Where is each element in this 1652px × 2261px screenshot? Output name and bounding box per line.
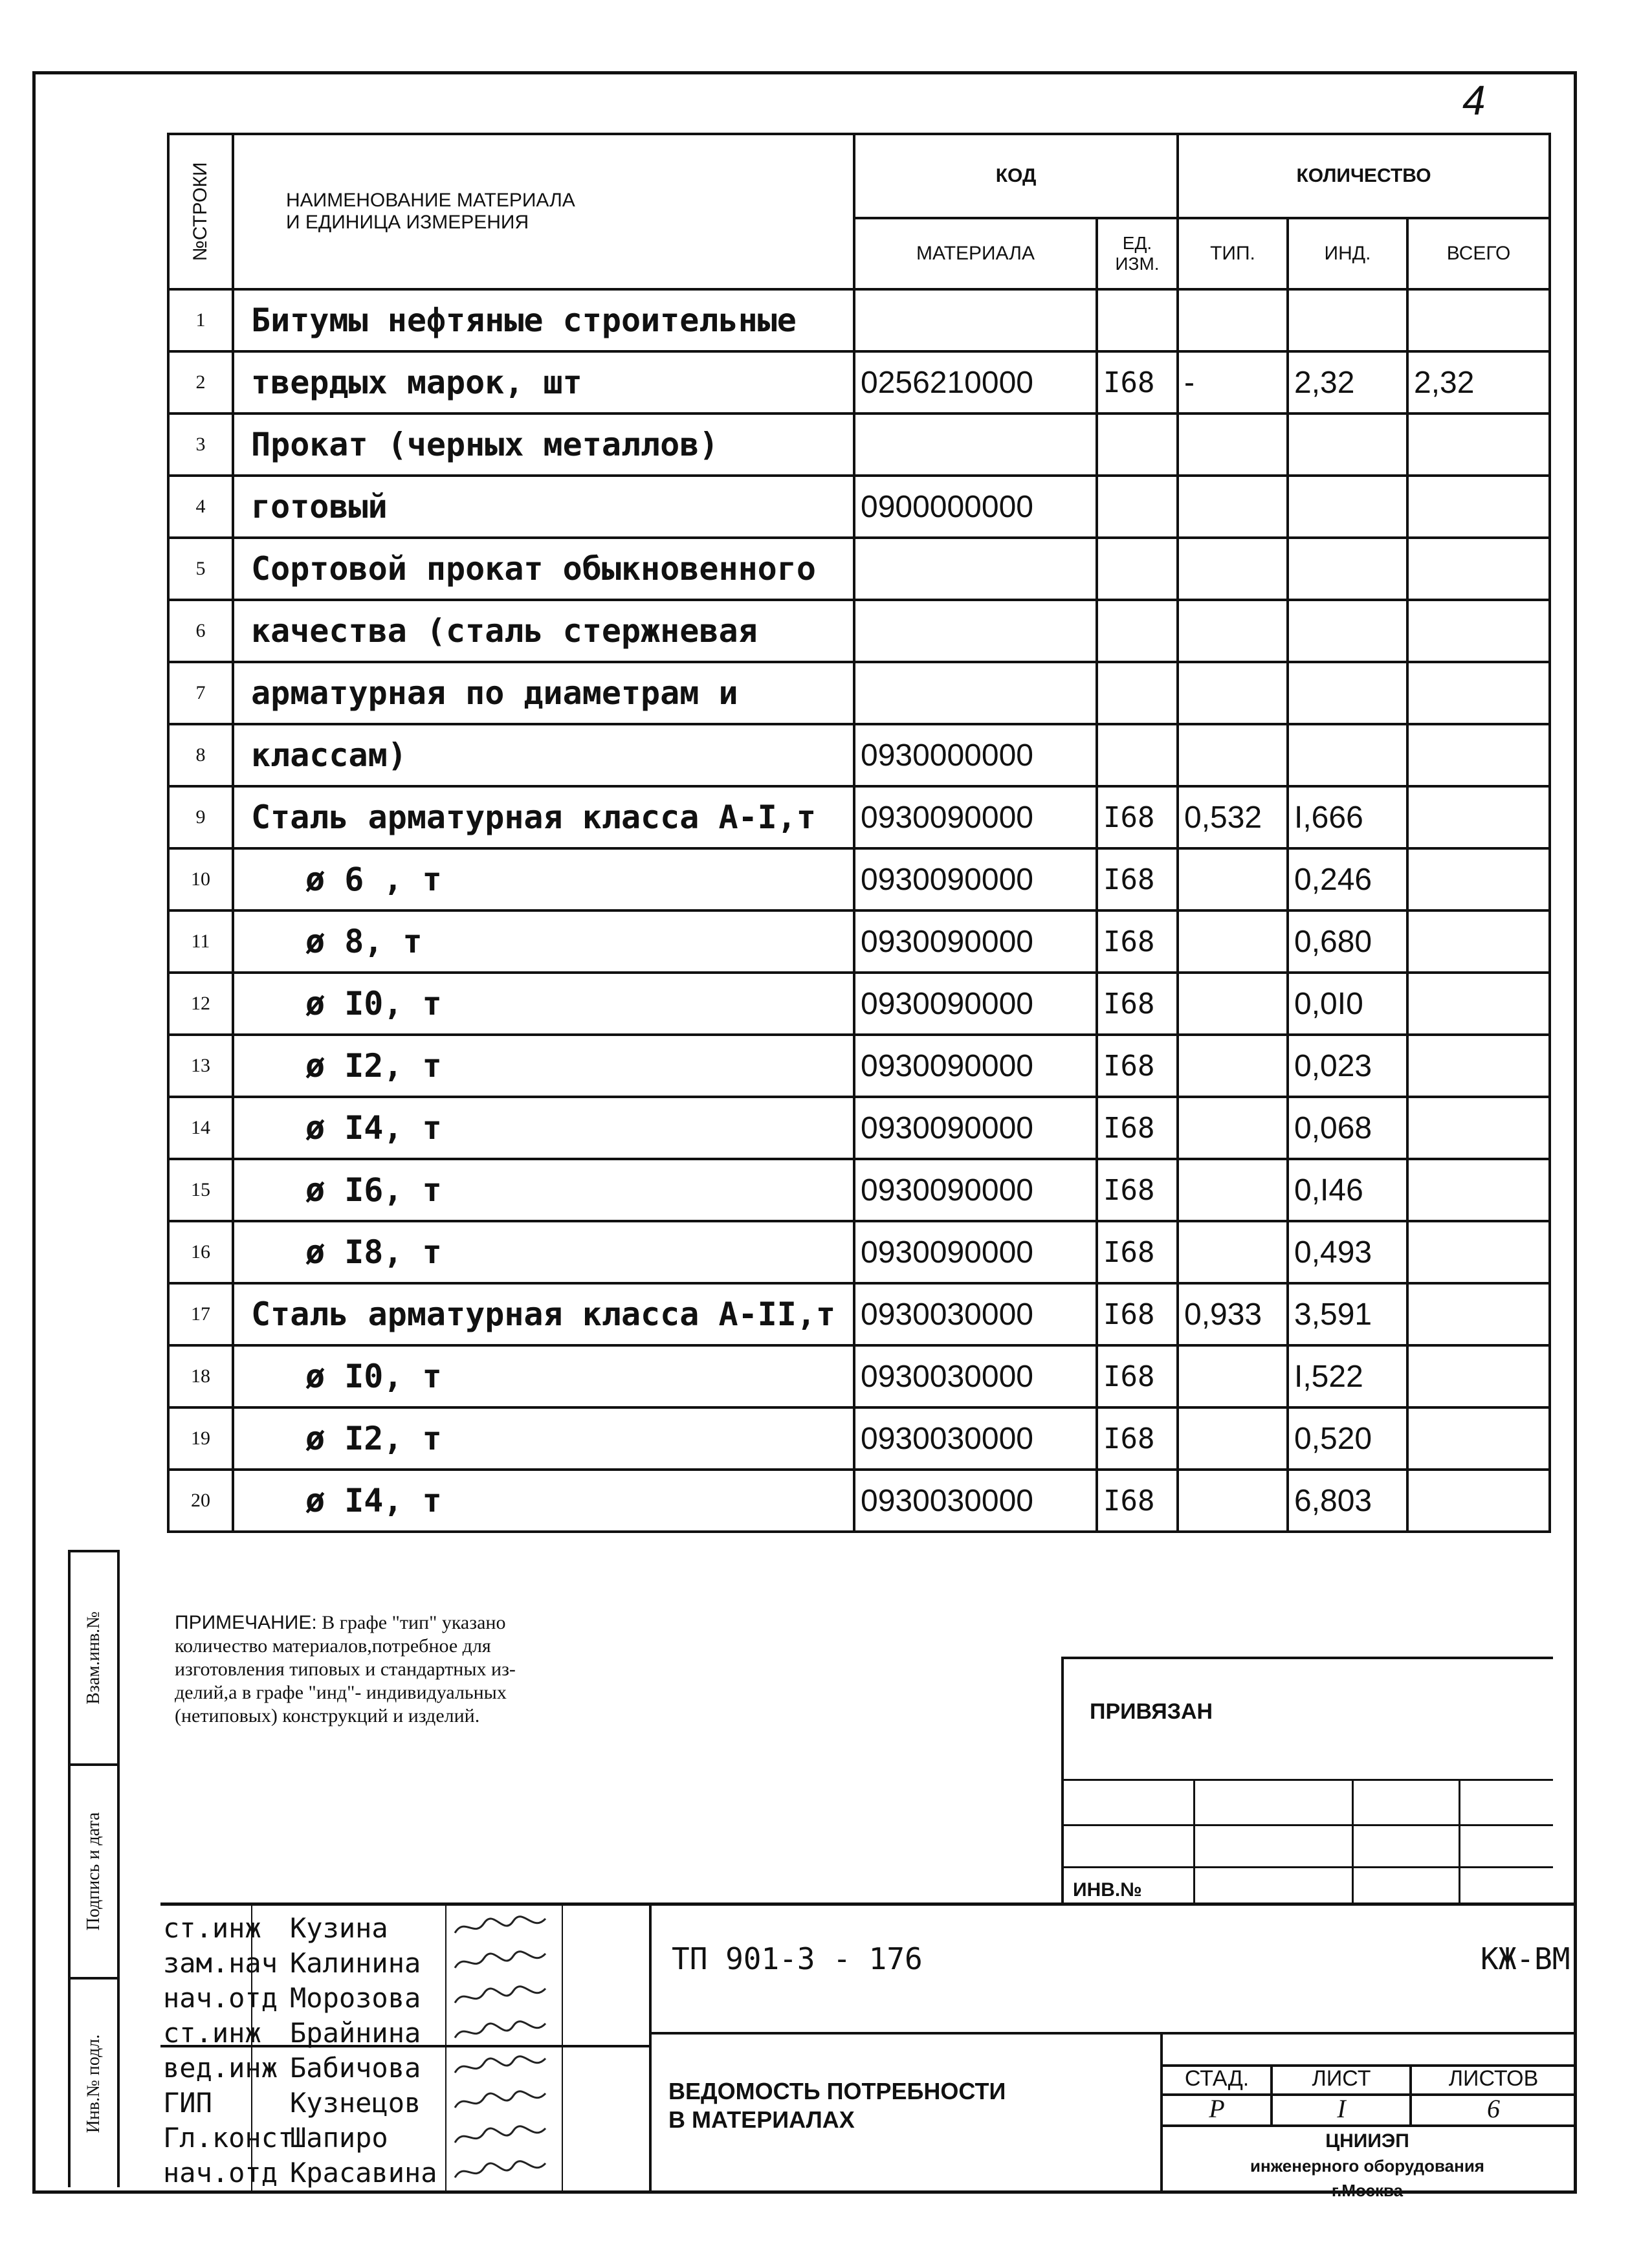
handwritten-signature xyxy=(452,2158,549,2184)
qty-total xyxy=(1407,848,1550,910)
unit-code xyxy=(1097,414,1178,476)
row-number: 2 xyxy=(168,351,233,414)
qty-ind: I,666 xyxy=(1288,786,1407,848)
qty-ind: 0,680 xyxy=(1288,910,1407,973)
row-number: 17 xyxy=(168,1283,233,1345)
note-line: делий,а в графе "инд"- индивидуальных xyxy=(175,1682,507,1703)
qty-typ xyxy=(1178,414,1288,476)
qty-typ xyxy=(1178,1345,1288,1407)
material-name: ø 6 , т xyxy=(233,848,854,910)
code-group-header: КОД xyxy=(854,134,1178,218)
qty-typ xyxy=(1178,724,1288,786)
qty-total xyxy=(1407,1345,1550,1407)
qty-total-header: ВСЕГО xyxy=(1407,218,1550,289)
table-row xyxy=(168,662,1550,724)
signature-row xyxy=(160,2051,652,2084)
unit-code xyxy=(1097,724,1178,786)
signature-name: Бабичова xyxy=(290,2052,421,2084)
table-row xyxy=(168,1345,1550,1407)
qty-total xyxy=(1407,414,1550,476)
qty-total xyxy=(1407,1097,1550,1159)
signature-row xyxy=(160,1911,652,1944)
signature-name: Шапиро xyxy=(290,2122,388,2154)
table-row xyxy=(168,724,1550,786)
material-code xyxy=(854,414,1097,476)
qty-ind xyxy=(1288,538,1407,600)
row-number: 8 xyxy=(168,724,233,786)
qty-typ xyxy=(1178,289,1288,351)
qty-total xyxy=(1407,1407,1550,1470)
signature-row xyxy=(160,2156,652,2189)
signature-role: ст.инж xyxy=(163,1912,261,1944)
table-row xyxy=(168,1470,1550,1532)
material-code: 0930030000 xyxy=(854,1470,1097,1532)
side-strip xyxy=(68,1550,120,2187)
qty-total xyxy=(1407,973,1550,1035)
material-name: ø I0, т xyxy=(233,1345,854,1407)
qty-typ xyxy=(1178,1221,1288,1283)
qty-total xyxy=(1407,786,1550,848)
material-name: ø I0, т xyxy=(233,973,854,1035)
qty-ind xyxy=(1288,600,1407,662)
material-name: Сталь арматурная класса А-II,т xyxy=(233,1283,854,1345)
qty-ind: 2,32 xyxy=(1288,351,1407,414)
note-line: количество материалов,потребное для xyxy=(175,1635,491,1657)
row-number: 9 xyxy=(168,786,233,848)
qty-ind: 0,493 xyxy=(1288,1221,1407,1283)
qty-ind: 0,I46 xyxy=(1288,1159,1407,1221)
inv-number-label: ИНВ.№ xyxy=(1073,1879,1142,1901)
material-code: 0930090000 xyxy=(854,1035,1097,1097)
unit-code: I68 xyxy=(1097,1097,1178,1159)
qty-ind: 0,520 xyxy=(1288,1407,1407,1470)
table-row xyxy=(168,289,1550,351)
signature-role: ст.инж xyxy=(163,2017,261,2049)
sheet-value: I xyxy=(1337,2094,1346,2123)
note-heading: ПРИМЕЧАНИЕ: xyxy=(175,1612,317,1633)
table-row xyxy=(168,476,1550,538)
qty-typ xyxy=(1178,1470,1288,1532)
material-name: ø I8, т xyxy=(233,1221,854,1283)
note xyxy=(175,1611,822,1728)
material-name: качества (сталь стержневая xyxy=(233,600,854,662)
table-row xyxy=(168,1097,1550,1159)
qty-ind-header: ИНД. xyxy=(1288,218,1407,289)
qty-total: 2,32 xyxy=(1407,351,1550,414)
row-number: 6 xyxy=(168,600,233,662)
material-name-header: НАИМЕНОВАНИЕ МАТЕРИАЛА И ЕДИНИЦА ИЗМЕРЕНИЯ xyxy=(233,134,854,289)
qty-typ xyxy=(1178,1035,1288,1097)
materials-table xyxy=(167,133,1551,1533)
table-row xyxy=(168,414,1550,476)
qty-total xyxy=(1407,476,1550,538)
stage-label: СТАД. xyxy=(1184,2066,1250,2091)
row-number: 19 xyxy=(168,1407,233,1470)
qty-typ xyxy=(1178,662,1288,724)
qty-typ xyxy=(1178,973,1288,1035)
row-number: 5 xyxy=(168,538,233,600)
material-name: ø I2, т xyxy=(233,1035,854,1097)
material-name: Прокат (черных металлов) xyxy=(233,414,854,476)
signature-row xyxy=(160,2086,652,2119)
material-name: твердых марок, шт xyxy=(233,351,854,414)
material-code: 0930030000 xyxy=(854,1283,1097,1345)
signature-role: нач.отд xyxy=(163,2157,278,2189)
code-unit-header: ЕД. ИЗМ. xyxy=(1097,218,1178,289)
qty-typ: 0,933 xyxy=(1178,1283,1288,1345)
material-code: 0930030000 xyxy=(854,1345,1097,1407)
qty-ind xyxy=(1288,724,1407,786)
qty-total xyxy=(1407,289,1550,351)
table-row xyxy=(168,973,1550,1035)
row-number: 13 xyxy=(168,1035,233,1097)
table-row xyxy=(168,910,1550,973)
row-number: 3 xyxy=(168,414,233,476)
row-number: 14 xyxy=(168,1097,233,1159)
qty-total xyxy=(1407,1159,1550,1221)
signature-role: зам.нач xyxy=(163,1947,278,1979)
signature-name: Кузина xyxy=(290,1912,388,1944)
qty-ind xyxy=(1288,476,1407,538)
qty-typ xyxy=(1178,1407,1288,1470)
qty-total xyxy=(1407,600,1550,662)
material-name: ø 8, т xyxy=(233,910,854,973)
row-number: 18 xyxy=(168,1345,233,1407)
handwritten-signature xyxy=(452,2053,549,2079)
material-code: 0930090000 xyxy=(854,973,1097,1035)
qty-typ xyxy=(1178,1097,1288,1159)
qty-ind: 0,068 xyxy=(1288,1097,1407,1159)
row-number: 10 xyxy=(168,848,233,910)
unit-code xyxy=(1097,662,1178,724)
unit-code: I68 xyxy=(1097,1345,1178,1407)
row-number: 11 xyxy=(168,910,233,973)
table-row xyxy=(168,848,1550,910)
material-code: 0256210000 xyxy=(854,351,1097,414)
unit-code xyxy=(1097,476,1178,538)
row-number-header: №СТРОКИ xyxy=(168,134,233,289)
material-code: 0930090000 xyxy=(854,910,1097,973)
row-number: 4 xyxy=(168,476,233,538)
document-number: ТП 901-3 - 176 xyxy=(672,1941,923,1976)
material-name: Сталь арматурная класса А-I,т xyxy=(233,786,854,848)
unit-code: I68 xyxy=(1097,973,1178,1035)
material-code xyxy=(854,600,1097,662)
sheet-label: ЛИСТ xyxy=(1312,2066,1371,2091)
table-row xyxy=(168,1221,1550,1283)
material-code xyxy=(854,662,1097,724)
qty-total xyxy=(1407,538,1550,600)
signature-role: ГИП xyxy=(163,2087,212,2119)
document-mark: КЖ-ВМ xyxy=(1481,1941,1570,1976)
signature-role: Гл.конст xyxy=(163,2122,294,2154)
qty-total xyxy=(1407,1470,1550,1532)
qty-typ-header: ТИП. xyxy=(1178,218,1288,289)
qty-ind xyxy=(1288,662,1407,724)
qty-typ xyxy=(1178,848,1288,910)
unit-code: I68 xyxy=(1097,786,1178,848)
material-name: ø I6, т xyxy=(233,1159,854,1221)
document-title: ВЕДОМОСТЬ ПОТРЕБНОСТИ В МАТЕРИАЛАХ xyxy=(668,2078,1006,2133)
handwritten-signature xyxy=(452,2018,549,2044)
quantity-group-header: КОЛИЧЕСТВО xyxy=(1178,134,1550,218)
page-number: 4 xyxy=(1462,77,1486,124)
unit-code xyxy=(1097,538,1178,600)
sheets-value: 6 xyxy=(1487,2094,1500,2123)
material-code: 0930090000 xyxy=(854,1097,1097,1159)
qty-ind: 0,0I0 xyxy=(1288,973,1407,1035)
title-block xyxy=(160,1903,1577,2200)
qty-typ xyxy=(1178,1159,1288,1221)
qty-ind: 6,803 xyxy=(1288,1470,1407,1532)
binding-block xyxy=(1061,1657,1553,1903)
unit-code: I68 xyxy=(1097,1221,1178,1283)
handwritten-signature xyxy=(452,1983,549,2009)
qty-total xyxy=(1407,662,1550,724)
qty-typ: - xyxy=(1178,351,1288,414)
qty-typ xyxy=(1178,538,1288,600)
signature-row xyxy=(160,2121,652,2154)
organization: ЦНИИЭП инженерного оборудования г.Москва xyxy=(1250,2130,1484,2200)
unit-code: I68 xyxy=(1097,848,1178,910)
material-name: классам) xyxy=(233,724,854,786)
table-row xyxy=(168,1407,1550,1470)
note-line: изготовления типовых и стандартных из- xyxy=(175,1659,516,1680)
material-name: ø I4, т xyxy=(233,1097,854,1159)
row-number: 16 xyxy=(168,1221,233,1283)
unit-code: I68 xyxy=(1097,1283,1178,1345)
signature-role: нач.отд xyxy=(163,1982,278,2014)
qty-total xyxy=(1407,724,1550,786)
material-code xyxy=(854,538,1097,600)
qty-ind: 3,591 xyxy=(1288,1283,1407,1345)
material-code: 0930090000 xyxy=(854,1159,1097,1221)
row-number: 1 xyxy=(168,289,233,351)
handwritten-signature xyxy=(452,2088,549,2114)
material-code: 0930090000 xyxy=(854,786,1097,848)
handwritten-signature xyxy=(452,1948,549,1974)
side-cell-signature-date: Подпись и дата xyxy=(71,1763,117,1977)
signature-name: Красавина xyxy=(290,2157,437,2189)
material-code: 0930030000 xyxy=(854,1407,1097,1470)
row-number: 12 xyxy=(168,973,233,1035)
table-row xyxy=(168,538,1550,600)
table-row xyxy=(168,1035,1550,1097)
handwritten-signature xyxy=(452,1914,549,1939)
qty-typ xyxy=(1178,910,1288,973)
qty-ind xyxy=(1288,414,1407,476)
qty-ind: 0,023 xyxy=(1288,1035,1407,1097)
signature-row xyxy=(160,1981,652,2014)
side-cell-inv-original: Инв.№ подл. xyxy=(71,1977,117,2187)
note-line: (нетиповых) конструкций и изделий. xyxy=(175,1705,480,1726)
material-code: 0930090000 xyxy=(854,1221,1097,1283)
qty-total xyxy=(1407,1283,1550,1345)
material-name: Битумы нефтяные строительные xyxy=(233,289,854,351)
signature-name: Морозова xyxy=(290,1982,421,2014)
qty-typ xyxy=(1178,476,1288,538)
unit-code xyxy=(1097,600,1178,662)
sheets-label: ЛИСТОВ xyxy=(1448,2066,1539,2091)
qty-total xyxy=(1407,1221,1550,1283)
qty-typ: 0,532 xyxy=(1178,786,1288,848)
code-material-header: МАТЕРИАЛА xyxy=(854,218,1097,289)
unit-code xyxy=(1097,289,1178,351)
unit-code: I68 xyxy=(1097,351,1178,414)
handwritten-signature xyxy=(452,2123,549,2149)
note-line: В графе "тип" указано xyxy=(322,1612,506,1633)
material-name: ø I4, т xyxy=(233,1470,854,1532)
row-number: 20 xyxy=(168,1470,233,1532)
table-row xyxy=(168,1283,1550,1345)
table-row xyxy=(168,1159,1550,1221)
signature-role: вед.инж xyxy=(163,2052,278,2084)
material-code: 0930000000 xyxy=(854,724,1097,786)
signature-row xyxy=(160,2016,652,2049)
signature-name: Брайнина xyxy=(290,2017,421,2049)
row-number: 15 xyxy=(168,1159,233,1221)
row-number: 7 xyxy=(168,662,233,724)
material-name: ø I2, т xyxy=(233,1407,854,1470)
stage-value: Р xyxy=(1209,2094,1225,2123)
qty-ind: 0,246 xyxy=(1288,848,1407,910)
qty-ind xyxy=(1288,289,1407,351)
unit-code: I68 xyxy=(1097,1159,1178,1221)
signature-name: Калинина xyxy=(290,1947,421,1979)
qty-typ xyxy=(1178,600,1288,662)
unit-code: I68 xyxy=(1097,1035,1178,1097)
material-name: готовый xyxy=(233,476,854,538)
material-name: арматурная по диаметрам и xyxy=(233,662,854,724)
material-code: 0930090000 xyxy=(854,848,1097,910)
binding-label: ПРИВЯЗАН xyxy=(1090,1699,1213,1724)
unit-code: I68 xyxy=(1097,1407,1178,1470)
side-cell-replace-inv: Взам.инв.№ xyxy=(71,1550,117,1763)
unit-code: I68 xyxy=(1097,910,1178,973)
qty-total xyxy=(1407,910,1550,973)
table-row xyxy=(168,786,1550,848)
qty-ind: I,522 xyxy=(1288,1345,1407,1407)
qty-total xyxy=(1407,1035,1550,1097)
table-row xyxy=(168,600,1550,662)
material-name: Сортовой прокат обыкновенного xyxy=(233,538,854,600)
table-row xyxy=(168,351,1550,414)
unit-code: I68 xyxy=(1097,1470,1178,1532)
signature-name: Кузнецов xyxy=(290,2087,421,2119)
signature-row xyxy=(160,1946,652,1979)
material-code: 0900000000 xyxy=(854,476,1097,538)
material-code xyxy=(854,289,1097,351)
